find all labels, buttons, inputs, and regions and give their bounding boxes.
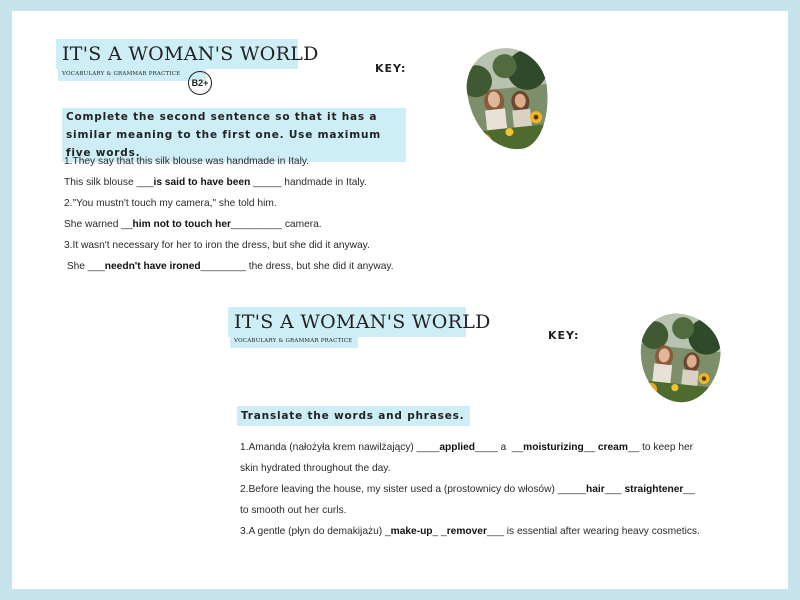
exercise-answer-line <box>64 176 367 190</box>
answer-prefix: This silk blouse ___ <box>64 177 154 188</box>
answer-text: applied <box>439 442 475 453</box>
translation-item <box>240 483 695 497</box>
exercise-instruction: Complete the second sentence so that it has a similar meaning to the first one. Use maximum five words. <box>62 108 406 162</box>
women-in-sunflower-field-photo <box>636 310 725 406</box>
answer-key-label: KEY: <box>375 62 407 75</box>
answer-text: moisturizing <box>523 442 584 453</box>
exercise-item <box>64 197 277 211</box>
item-text: __ <box>583 442 598 453</box>
exercise-instruction: Translate the words and phrases. <box>237 406 470 426</box>
answer-text: straightener <box>624 484 684 495</box>
answer-text: hair <box>586 484 605 495</box>
item-text: ___ is essential after wearing heavy cosmetics. <box>486 526 700 537</box>
translation-item <box>240 525 700 539</box>
translation-item-continued: to smooth out her curls. <box>240 505 347 516</box>
answer-key-label: KEY: <box>548 329 580 342</box>
exercise-answer-line <box>64 260 394 274</box>
worksheet-title: IT'S A WOMAN'S WORLD <box>228 307 466 337</box>
item-text: ____ a __ <box>475 442 524 453</box>
exercise-answer-line <box>64 218 322 232</box>
item-text: 2.Before leaving the house, my sister used a (prostownicy do włosów) _____ <box>240 484 586 495</box>
worksheet-page <box>12 11 788 589</box>
answer-suffix: ________ the dress, but she did it anyway. <box>200 261 394 272</box>
translation-item-continued: skin hydrated throughout the day. <box>240 463 391 474</box>
item-text: 2."You mustn't touch my camera," she told him. <box>64 198 277 209</box>
answer-prefix: She ___ <box>64 261 105 272</box>
answer-text: make-up <box>390 526 433 537</box>
level-badge: B2+ <box>188 71 212 95</box>
item-text: 1.They say that this silk blouse was handmade in Italy. <box>64 156 310 167</box>
answer-text: him not to touch her <box>132 219 232 230</box>
answer-text: needn't have ironed <box>104 261 201 272</box>
item-text: __ to keep her <box>627 442 694 453</box>
exercise-item <box>64 239 370 253</box>
worksheet-subtitle: VOCABULARY & GRAMMAR PRACTICE <box>58 68 206 81</box>
worksheet-title: IT'S A WOMAN'S WORLD <box>56 39 298 69</box>
worksheet-subtitle: VOCABULARY & GRAMMAR PRACTICE <box>230 335 358 348</box>
answer-suffix: _________ camera. <box>231 219 322 230</box>
item-text: _ _ <box>432 526 447 537</box>
item-text: 3.A gentle (płyn do demakijażu) _ <box>240 526 391 537</box>
answer-suffix: _____ handmade in Italy. <box>250 177 367 188</box>
answer-prefix: She warned __ <box>64 219 133 230</box>
item-text: 1.Amanda (nałożyła krem nawilżający) ____ <box>240 442 440 453</box>
answer-text: remover <box>446 526 487 537</box>
exercise-item <box>64 155 309 169</box>
item-text: 3.It wasn't necessary for her to iron the dress, but she did it anyway. <box>64 240 370 251</box>
item-text: __ <box>683 484 695 495</box>
translation-item <box>240 441 693 455</box>
answer-text: cream <box>597 442 628 453</box>
women-in-sunflower-field-photo <box>463 44 553 154</box>
answer-text: is said to have been <box>153 177 251 188</box>
item-text: ___ <box>604 484 625 495</box>
